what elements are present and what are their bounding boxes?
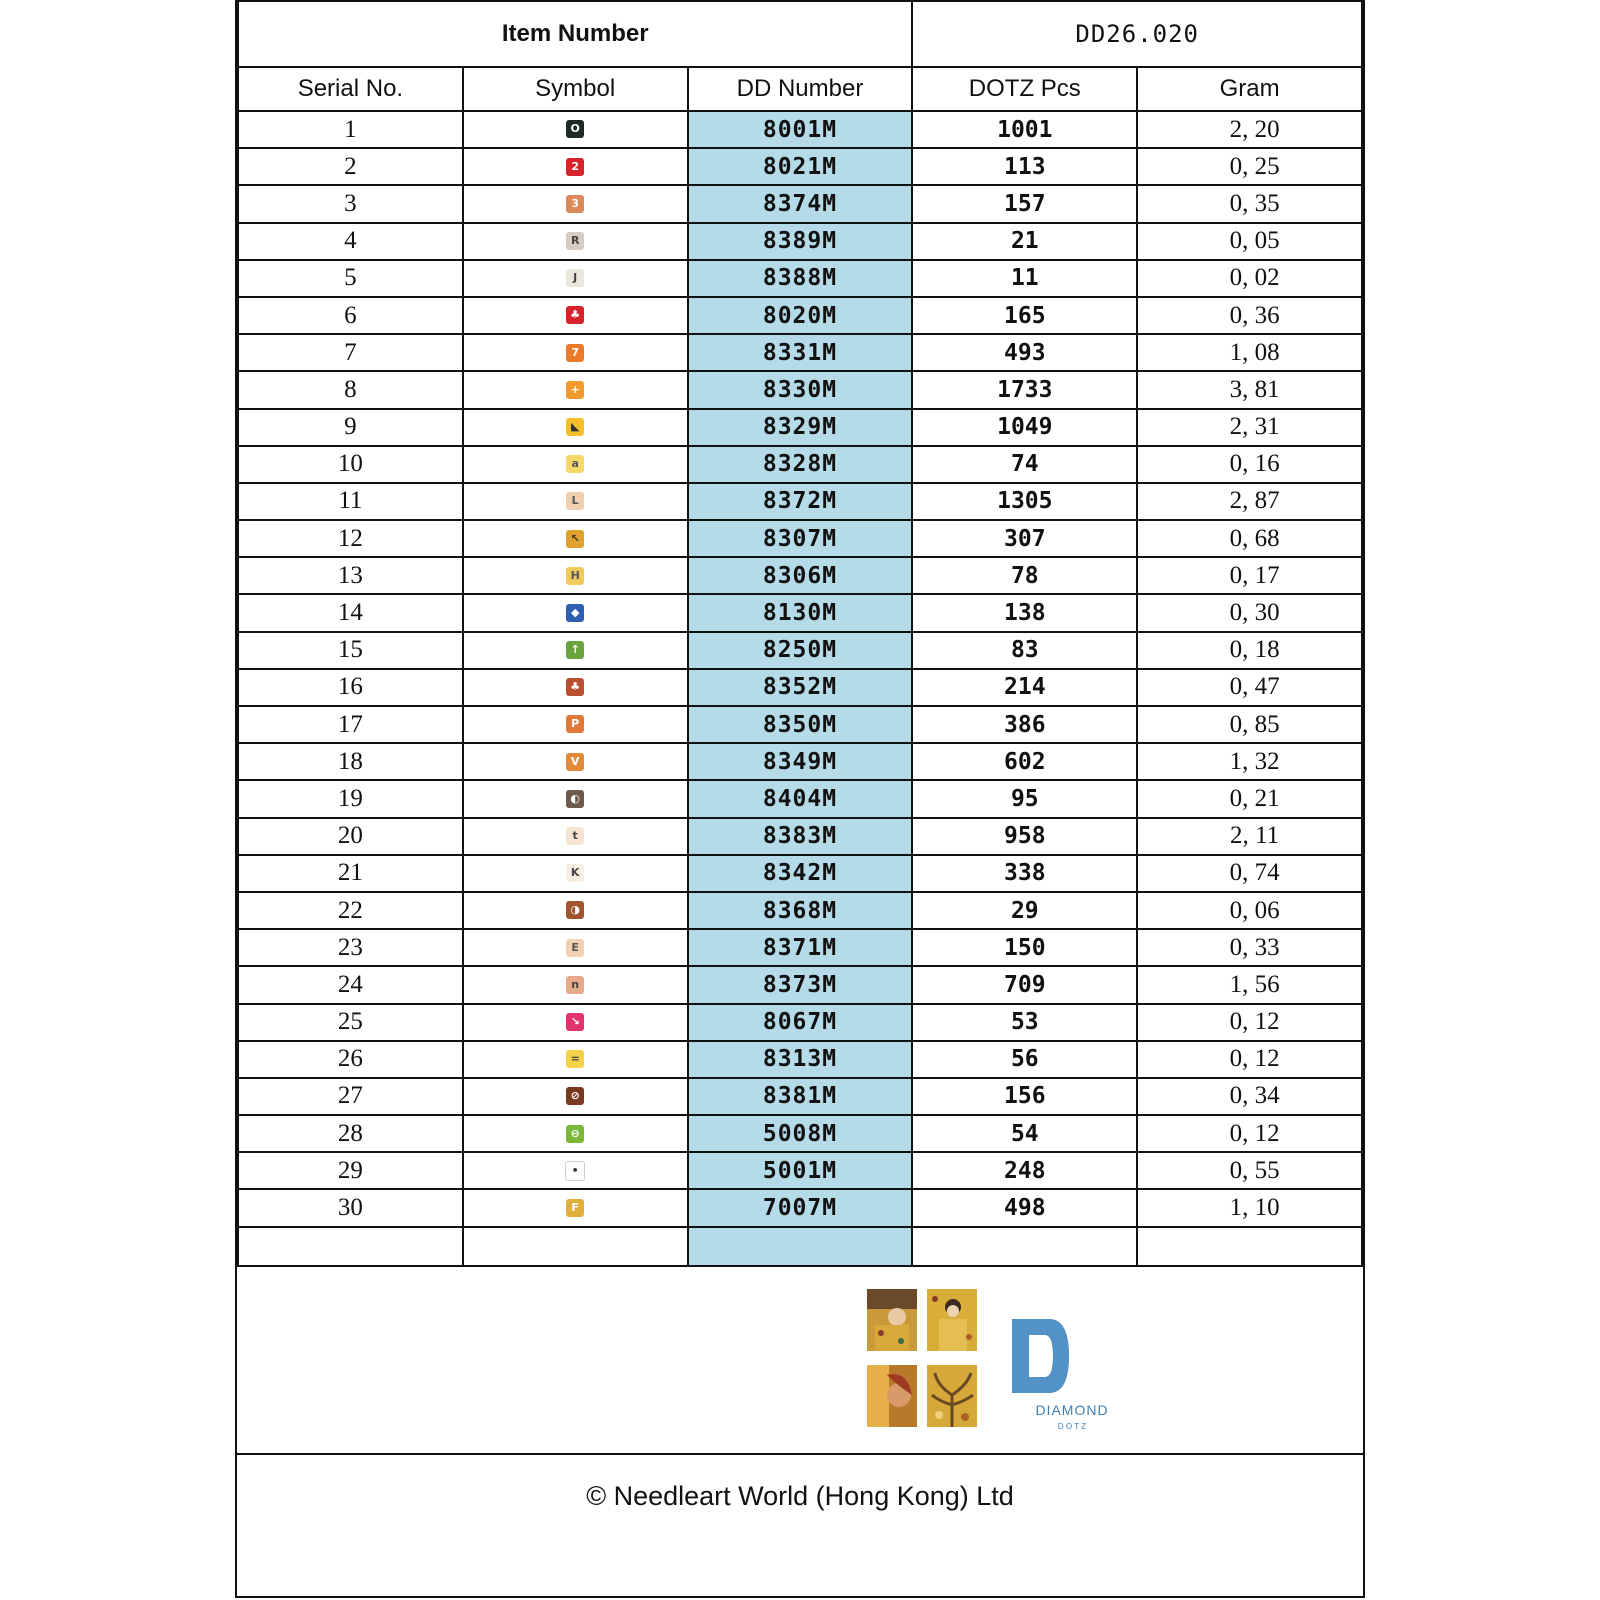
- colour-symbol-icon: ♣: [566, 306, 584, 324]
- gram-cell: 0, 35: [1137, 185, 1362, 222]
- col-dotz-pcs-header: DOTZ Pcs: [912, 67, 1137, 111]
- table-row: [238, 929, 1362, 966]
- dotz-pcs-cell: 1001: [912, 111, 1137, 148]
- dd-number-cell: 8130M: [688, 594, 913, 631]
- dotz-pcs-cell: 29: [912, 892, 1137, 929]
- gram-cell: 0, 34: [1137, 1078, 1362, 1115]
- dd-number-cell: 8020M: [688, 297, 913, 334]
- dd-number-cell: 8372M: [688, 483, 913, 520]
- colour-symbol-icon: ⊘: [566, 1087, 584, 1105]
- symbol-cell: [463, 371, 688, 408]
- gram-cell: 0, 36: [1137, 297, 1362, 334]
- dotz-pcs-cell: 157: [912, 185, 1137, 222]
- serial-cell: 19: [238, 780, 463, 817]
- diamond-dotz-logo: [1007, 1311, 1137, 1431]
- column-header-row: [238, 67, 1362, 111]
- empty-cell: [238, 1227, 463, 1266]
- serial-cell: 11: [238, 483, 463, 520]
- serial-cell: 2: [238, 148, 463, 185]
- symbol-cell: [463, 297, 688, 334]
- dd-number-cell: 8389M: [688, 223, 913, 260]
- symbol-cell: [463, 260, 688, 297]
- colour-symbol-icon: 7: [566, 344, 584, 362]
- symbol-cell: [463, 892, 688, 929]
- symbol-cell: [463, 446, 688, 483]
- colour-symbol-icon: R: [566, 232, 584, 250]
- symbol-cell: [463, 111, 688, 148]
- gram-cell: 0, 16: [1137, 446, 1362, 483]
- dotz-pcs-cell: 113: [912, 148, 1137, 185]
- serial-cell: 27: [238, 1078, 463, 1115]
- serial-cell: 20: [238, 818, 463, 855]
- table-row: [238, 483, 1362, 520]
- serial-cell: 26: [238, 1041, 463, 1078]
- symbol-cell: [463, 929, 688, 966]
- gram-cell: 0, 30: [1137, 594, 1362, 631]
- serial-cell: 12: [238, 520, 463, 557]
- table-row: [238, 111, 1362, 148]
- symbol-cell: [463, 632, 688, 669]
- symbol-cell: [463, 334, 688, 371]
- dotz-pcs-cell: 602: [912, 743, 1137, 780]
- colour-symbol-icon: 3: [566, 195, 584, 213]
- empty-cell: [912, 1227, 1137, 1266]
- symbol-cell: [463, 148, 688, 185]
- dotz-pcs-cell: 386: [912, 706, 1137, 743]
- serial-cell: 25: [238, 1004, 463, 1041]
- colour-symbol-icon: t: [566, 827, 584, 845]
- col-serial-header: Serial No.: [238, 67, 463, 111]
- symbol-cell: [463, 409, 688, 446]
- dd-number-cell: 8250M: [688, 632, 913, 669]
- colour-symbol-icon: ⊖: [566, 1125, 584, 1143]
- dd-number-cell: 5001M: [688, 1152, 913, 1189]
- dd-number-cell: 8330M: [688, 371, 913, 408]
- colour-symbol-icon: ◐: [566, 790, 584, 808]
- dd-number-cell: 8021M: [688, 148, 913, 185]
- symbol-cell: [463, 780, 688, 817]
- dd-number-cell: 8329M: [688, 409, 913, 446]
- dotz-pcs-cell: 1733: [912, 371, 1137, 408]
- colour-symbol-icon: ◣: [566, 418, 584, 436]
- colour-symbol-icon: 2: [566, 158, 584, 176]
- gram-cell: 0, 06: [1137, 892, 1362, 929]
- colour-symbol-icon: K: [566, 864, 584, 882]
- symbol-cell: [463, 557, 688, 594]
- symbol-cell: [463, 483, 688, 520]
- colour-symbol-icon: ↘: [566, 1013, 584, 1031]
- symbol-cell: [463, 818, 688, 855]
- gram-cell: 0, 74: [1137, 855, 1362, 892]
- colour-symbol-icon: P: [566, 715, 584, 733]
- dotz-pcs-cell: 21: [912, 223, 1137, 260]
- gram-cell: 1, 10: [1137, 1189, 1362, 1226]
- gram-cell: 0, 55: [1137, 1152, 1362, 1189]
- colour-symbol-icon: n: [566, 976, 584, 994]
- table-row: [238, 892, 1362, 929]
- table-row: [238, 446, 1362, 483]
- dotz-pcs-cell: 214: [912, 669, 1137, 706]
- serial-cell: 23: [238, 929, 463, 966]
- dotz-pcs-cell: 307: [912, 520, 1137, 557]
- table-row: [238, 1004, 1362, 1041]
- col-dd-number-header: DD Number: [688, 67, 913, 111]
- dd-number-cell: 8331M: [688, 334, 913, 371]
- colour-symbol-icon: H: [566, 567, 584, 585]
- table-row: [238, 632, 1362, 669]
- colour-symbol-icon: E: [566, 939, 584, 957]
- dd-number-cell: 7007M: [688, 1189, 913, 1226]
- gram-cell: 0, 21: [1137, 780, 1362, 817]
- symbol-cell: [463, 855, 688, 892]
- serial-cell: 16: [238, 669, 463, 706]
- logo-sub-text: D O T Z: [1057, 1421, 1087, 1431]
- symbol-cell: [463, 669, 688, 706]
- dd-number-cell: 8067M: [688, 1004, 913, 1041]
- table-row: [238, 520, 1362, 557]
- artwork-thumbnail-tree-of-life: [927, 1365, 977, 1427]
- dotz-pcs-cell: 493: [912, 334, 1137, 371]
- empty-cell: [688, 1227, 913, 1266]
- table-row: [238, 297, 1362, 334]
- symbol-cell: [463, 1041, 688, 1078]
- dd-number-cell: 8342M: [688, 855, 913, 892]
- colour-symbol-icon: O: [566, 120, 584, 138]
- dd-number-cell: 5008M: [688, 1115, 913, 1152]
- serial-cell: 3: [238, 185, 463, 222]
- dd-number-cell: 8352M: [688, 669, 913, 706]
- gram-cell: 1, 56: [1137, 966, 1362, 1003]
- gram-cell: 0, 25: [1137, 148, 1362, 185]
- serial-cell: 6: [238, 297, 463, 334]
- dd-number-cell: 8368M: [688, 892, 913, 929]
- colour-rows: [238, 111, 1362, 1227]
- artwork-thumbnail-kiss: [867, 1289, 917, 1351]
- item-number-value: DD26.020: [912, 1, 1362, 67]
- gram-cell: 0, 12: [1137, 1041, 1362, 1078]
- dd-number-cell: 8404M: [688, 780, 913, 817]
- dd-number-cell: 8328M: [688, 446, 913, 483]
- table-row: [238, 669, 1362, 706]
- table-row: [238, 334, 1362, 371]
- colour-chart-table: [237, 0, 1363, 1267]
- serial-cell: 29: [238, 1152, 463, 1189]
- dotz-pcs-cell: 498: [912, 1189, 1137, 1226]
- serial-cell: 4: [238, 223, 463, 260]
- item-number-row: [238, 1, 1362, 67]
- gram-cell: 0, 12: [1137, 1115, 1362, 1152]
- serial-cell: 22: [238, 892, 463, 929]
- table-row: [238, 185, 1362, 222]
- col-gram-header: Gram: [1137, 67, 1362, 111]
- dotz-pcs-cell: 248: [912, 1152, 1137, 1189]
- serial-cell: 13: [238, 557, 463, 594]
- copyright-footer: © Needleart World (Hong Kong) Ltd: [586, 1481, 1014, 1512]
- table-row: [238, 1189, 1362, 1226]
- dd-number-cell: 8388M: [688, 260, 913, 297]
- dotz-pcs-cell: 1049: [912, 409, 1137, 446]
- colour-symbol-icon: V: [566, 753, 584, 771]
- gram-cell: 0, 18: [1137, 632, 1362, 669]
- dd-number-cell: 8383M: [688, 818, 913, 855]
- symbol-cell: [463, 1115, 688, 1152]
- dd-number-cell: 8373M: [688, 966, 913, 1003]
- table-row: [238, 148, 1362, 185]
- logo-area: [237, 1267, 1363, 1455]
- gram-cell: 1, 08: [1137, 334, 1362, 371]
- table-row: [238, 1041, 1362, 1078]
- gram-cell: 1, 32: [1137, 743, 1362, 780]
- dd-number-cell: 8001M: [688, 111, 913, 148]
- serial-cell: 8: [238, 371, 463, 408]
- colour-chart-sheet: [235, 0, 1365, 1598]
- artwork-thumbnails: [867, 1289, 979, 1427]
- table-row: [238, 1078, 1362, 1115]
- colour-symbol-icon: L: [566, 492, 584, 510]
- colour-symbol-icon: =: [566, 1050, 584, 1068]
- dotz-pcs-cell: 74: [912, 446, 1137, 483]
- empty-cell: [463, 1227, 688, 1266]
- serial-cell: 15: [238, 632, 463, 669]
- colour-symbol-icon: ↖: [566, 530, 584, 548]
- colour-symbol-icon: F: [566, 1199, 584, 1217]
- dotz-pcs-cell: 1305: [912, 483, 1137, 520]
- dotz-pcs-cell: 95: [912, 780, 1137, 817]
- dotz-pcs-cell: 709: [912, 966, 1137, 1003]
- gram-cell: 0, 05: [1137, 223, 1362, 260]
- dotz-pcs-cell: 156: [912, 1078, 1137, 1115]
- dotz-pcs-cell: 56: [912, 1041, 1137, 1078]
- gram-cell: 0, 17: [1137, 557, 1362, 594]
- table-row: [238, 743, 1362, 780]
- symbol-cell: [463, 966, 688, 1003]
- dd-number-cell: 8350M: [688, 706, 913, 743]
- colour-symbol-icon: +: [566, 381, 584, 399]
- dotz-pcs-cell: 165: [912, 297, 1137, 334]
- table-row: [238, 780, 1362, 817]
- gram-cell: 0, 33: [1137, 929, 1362, 966]
- table-row: [238, 1152, 1362, 1189]
- table-row: [238, 223, 1362, 260]
- table-row: [238, 855, 1362, 892]
- symbol-cell: [463, 1078, 688, 1115]
- dd-number-cell: 8307M: [688, 520, 913, 557]
- dotz-pcs-cell: 53: [912, 1004, 1137, 1041]
- serial-cell: 24: [238, 966, 463, 1003]
- gram-cell: 0, 85: [1137, 706, 1362, 743]
- artwork-thumbnail-danae: [867, 1365, 917, 1427]
- colour-symbol-icon: •: [565, 1161, 585, 1181]
- serial-cell: 30: [238, 1189, 463, 1226]
- colour-symbol-icon: ↑: [566, 641, 584, 659]
- dotz-pcs-cell: 54: [912, 1115, 1137, 1152]
- dotz-pcs-cell: 338: [912, 855, 1137, 892]
- serial-cell: 1: [238, 111, 463, 148]
- colour-symbol-icon: ◆: [566, 604, 584, 622]
- colour-symbol-icon: ♣: [566, 678, 584, 696]
- dotz-pcs-cell: 83: [912, 632, 1137, 669]
- gram-cell: 2, 31: [1137, 409, 1362, 446]
- symbol-cell: [463, 743, 688, 780]
- symbol-cell: [463, 1189, 688, 1226]
- table-row: [238, 966, 1362, 1003]
- serial-cell: 14: [238, 594, 463, 631]
- serial-cell: 7: [238, 334, 463, 371]
- item-number-label: Item Number: [238, 1, 912, 67]
- col-symbol-header: Symbol: [463, 67, 688, 111]
- gram-cell: 0, 68: [1137, 520, 1362, 557]
- colour-symbol-icon: J: [566, 269, 584, 287]
- symbol-cell: [463, 223, 688, 260]
- serial-cell: 5: [238, 260, 463, 297]
- logo-brand-text: DIAMOND: [1035, 1401, 1109, 1418]
- table-row: [238, 594, 1362, 631]
- dotz-pcs-cell: 958: [912, 818, 1137, 855]
- dd-number-cell: 8349M: [688, 743, 913, 780]
- symbol-cell: [463, 185, 688, 222]
- dotz-pcs-cell: 138: [912, 594, 1137, 631]
- symbol-cell: [463, 594, 688, 631]
- serial-cell: 21: [238, 855, 463, 892]
- gram-cell: 3, 81: [1137, 371, 1362, 408]
- dd-number-cell: 8381M: [688, 1078, 913, 1115]
- serial-cell: 9: [238, 409, 463, 446]
- dotz-pcs-cell: 78: [912, 557, 1137, 594]
- serial-cell: 28: [238, 1115, 463, 1152]
- colour-symbol-icon: a: [566, 455, 584, 473]
- gram-cell: 2, 20: [1137, 111, 1362, 148]
- dd-number-cell: 8306M: [688, 557, 913, 594]
- serial-cell: 17: [238, 706, 463, 743]
- table-row: [238, 260, 1362, 297]
- gram-cell: 2, 11: [1137, 818, 1362, 855]
- gram-cell: 0, 02: [1137, 260, 1362, 297]
- symbol-cell: [463, 1152, 688, 1189]
- dd-number-cell: 8374M: [688, 185, 913, 222]
- table-row: [238, 706, 1362, 743]
- empty-cell: [1137, 1227, 1362, 1266]
- table-row: [238, 818, 1362, 855]
- dotz-pcs-cell: 150: [912, 929, 1137, 966]
- symbol-cell: [463, 706, 688, 743]
- table-row: [238, 557, 1362, 594]
- dd-number-cell: 8313M: [688, 1041, 913, 1078]
- dd-number-cell: 8371M: [688, 929, 913, 966]
- gram-cell: 0, 12: [1137, 1004, 1362, 1041]
- symbol-cell: [463, 1004, 688, 1041]
- dotz-pcs-cell: 11: [912, 260, 1137, 297]
- symbol-cell: [463, 520, 688, 557]
- table-row: [238, 409, 1362, 446]
- table-row: [238, 371, 1362, 408]
- artwork-thumbnail-adele: [927, 1289, 977, 1351]
- gram-cell: 0, 47: [1137, 669, 1362, 706]
- serial-cell: 18: [238, 743, 463, 780]
- empty-row: [238, 1227, 1362, 1266]
- colour-symbol-icon: ◑: [566, 901, 584, 919]
- gram-cell: 2, 87: [1137, 483, 1362, 520]
- table-row: [238, 1115, 1362, 1152]
- serial-cell: 10: [238, 446, 463, 483]
